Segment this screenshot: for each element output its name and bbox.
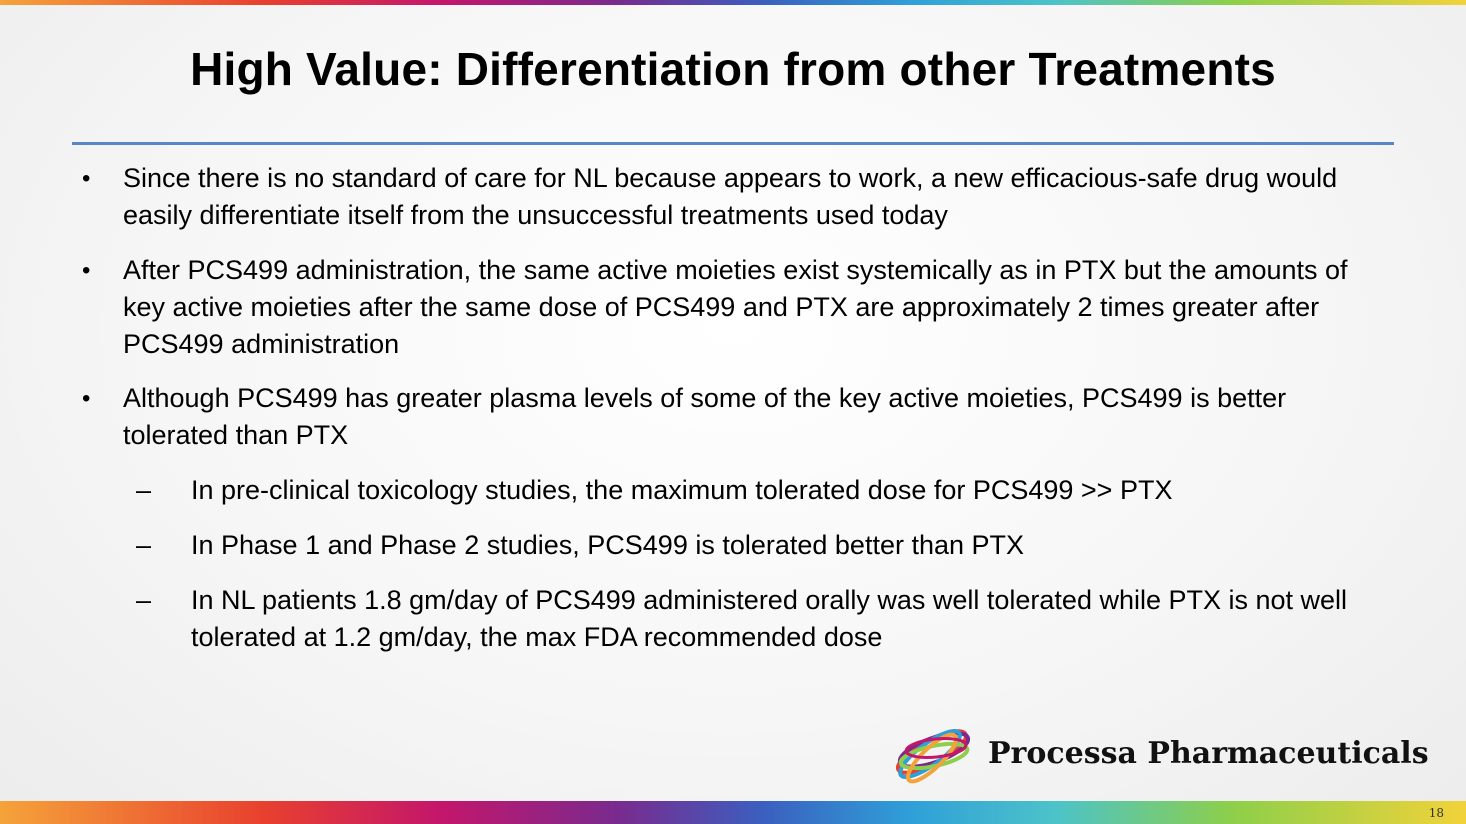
slide-title: High Value: Differentiation from other Treatments: [190, 43, 1276, 95]
dash-symbol: –: [136, 585, 152, 615]
bullet-symbol: •: [82, 385, 91, 412]
dash-symbol: –: [136, 475, 152, 505]
logo-swirl-icon: [884, 712, 980, 790]
page-number: 18: [1428, 806, 1444, 820]
bullet-text: After PCS499 administration, the same active moieties exist systemically as in PTX but the amounts of key active moieties after the same dose of PCS499 and PTX are approximately 2 times greater after PCS499 administration: [123, 255, 1348, 359]
sub-bullet-text: In Phase 1 and Phase 2 studies, PCS499 is tolerated better than PTX: [191, 530, 1025, 560]
bullet-symbol: •: [82, 257, 91, 284]
bullet-text: Since there is no standard of care for NL because appears to work, a new efficacious-safe drug would easily differentiate itself from the unsuccessful treatments used today: [123, 163, 1338, 230]
top-rainbow-bar: [0, 0, 1466, 5]
sub-bullet-text: In pre-clinical toxicology studies, the maximum tolerated dose for PCS499 >> PTX: [191, 475, 1173, 505]
dash-symbol: –: [136, 530, 152, 560]
bottom-rainbow-bar: [0, 801, 1466, 824]
logo-wordmark: Processa Pharmaceuticals: [988, 736, 1429, 771]
bullet-text: Although PCS499 has greater plasma levels of some of the key active moieties, PCS499 is better tolerated than PTX: [123, 383, 1287, 450]
sub-bullet-text: In NL patients 1.8 gm/day of PCS499 administered orally was well tolerated while PTX is not well tolerated at 1.2 gm/day, the max FDA recommended dose: [191, 585, 1348, 652]
title-divider: [72, 142, 1394, 145]
bullet-symbol: •: [82, 165, 91, 192]
company-logo: [884, 712, 1444, 792]
